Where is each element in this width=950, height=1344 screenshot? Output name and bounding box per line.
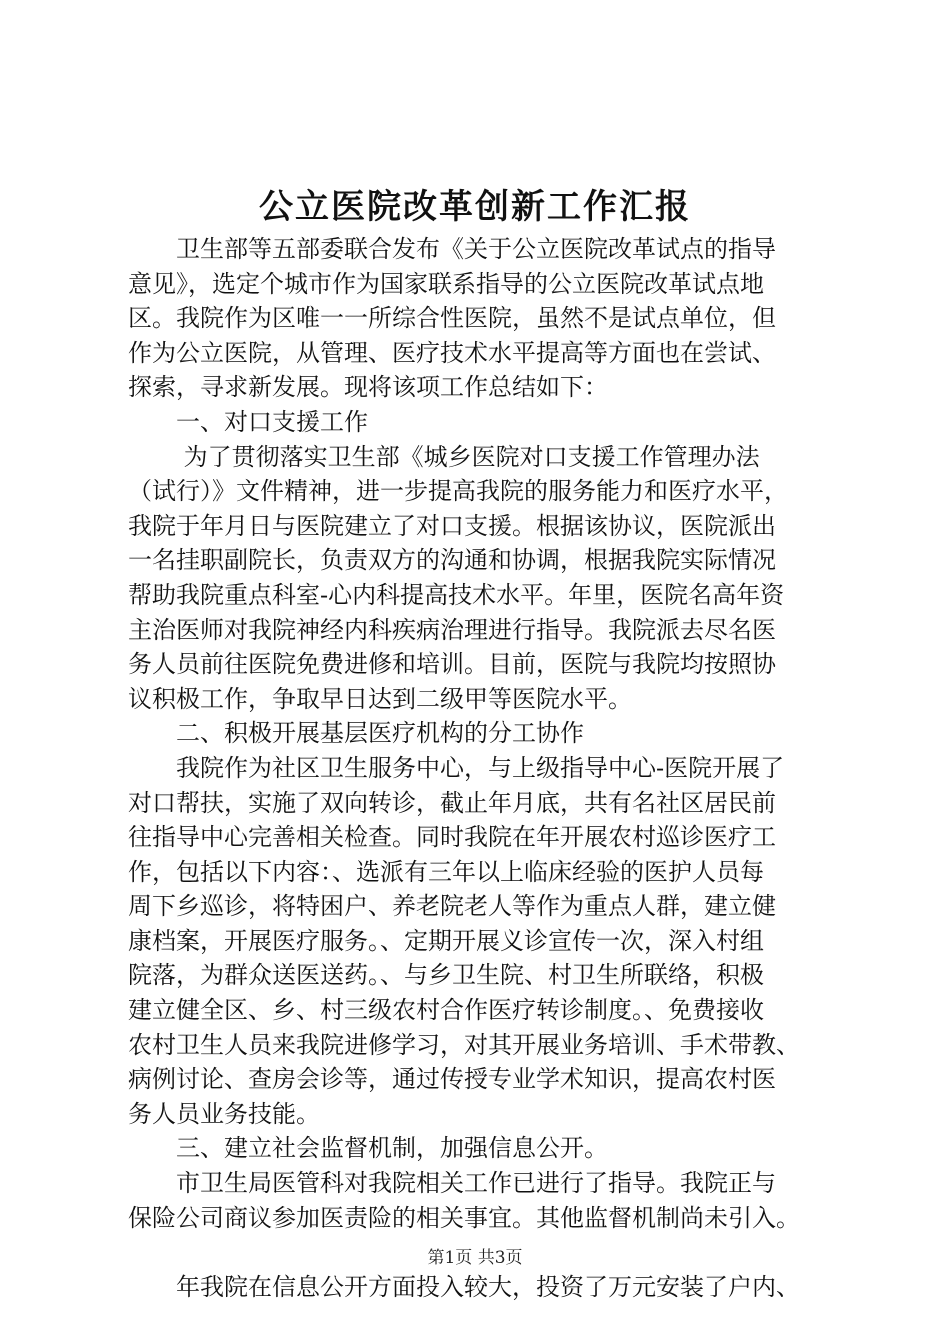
body-line: 农村卫生人员来我院进修学习，对其开展业务培训、手术带教、 xyxy=(128,1030,800,1059)
body-line: 对口帮扶，实施了双向转诊，截止年月底，共有名社区居民前 xyxy=(128,788,776,817)
body-line: 作为公立医院，从管理、医疗技术水平提高等方面也在尝试、 xyxy=(128,338,776,367)
body-line: （试行）》文件精神，进一步提高我院的服务能力和医疗水平， xyxy=(128,477,788,506)
body-line: 探索，寻求新发展。现将该项工作总结如下： xyxy=(128,373,608,402)
document-title: 公立医院改革创新工作汇报 xyxy=(259,187,691,227)
body-line: 我院于年月日与医院建立了对口支援。根据该协议，医院派出 xyxy=(128,511,776,540)
body-line: 区。我院作为区唯一一所综合性医院，虽然不是试点单位，但 xyxy=(128,304,776,333)
body-line: 市卫生局医管科对我院相关工作已进行了指导。我院正与 xyxy=(128,1169,776,1198)
body-line: 康档案，开展医疗服务。、定期开展义诊宣传一次，深入村组 xyxy=(128,926,764,955)
body-line: 二、积极开展基层医疗机构的分工协作 xyxy=(128,719,584,748)
body-line: 卫生部等五部委联合发布《关于公立医院改革试点的指导 xyxy=(128,235,776,263)
body-line: 院落，为群众送医送药。、与乡卫生院、村卫生所联络，积极 xyxy=(128,961,764,990)
body-line: 作，包括以下内容：、选派有三年以上临床经验的医护人员每 xyxy=(128,857,764,886)
body-line: 往指导中心完善相关检查。同时我院在年开展农村巡诊医疗工 xyxy=(128,823,776,852)
body-line: 议积极工作，争取早日达到二级甲等医院水平。 xyxy=(128,684,632,713)
body-line: 一名挂职副院长，负责双方的沟通和协调，根据我院实际情况 xyxy=(128,546,776,575)
body-line: 年我院在信息公开方面投入较大，投资了万元安装了户内、 xyxy=(128,1272,800,1301)
body-line: 建立健全区、乡、村三级农村合作医疗转诊制度。、免费接收 xyxy=(128,996,764,1025)
body-line: 务人员业务技能。 xyxy=(128,1099,320,1128)
body-line: 为了贯彻落实卫生部《城乡医院对口支援工作管理办法 xyxy=(128,442,760,471)
body-line: 主治医师对我院神经内科疾病治理进行指导。我院派去尽名医 xyxy=(128,615,776,644)
body-line: 帮助我院重点科室-心内科提高技术水平。年里，医院名高年资 xyxy=(128,580,785,609)
body-line: 周下乡巡诊，将特困户、养老院老人等作为重点人群，建立健 xyxy=(128,892,776,921)
body-line: 保险公司商议参加医责险的相关事宜。其他监督机制尚未引入。 xyxy=(128,1203,800,1232)
document-body xyxy=(128,232,840,1304)
body-line: 病例讨论、查房会诊等，通过传授专业学术知识，提高农村医 xyxy=(128,1065,776,1094)
body-line: 意见》，选定个城市作为国家联系指导的公立医院改革试点地 xyxy=(128,269,764,298)
page-footer: 第1页 共3页 xyxy=(427,1248,523,1268)
body-line: 三、建立社会监督机制，加强信息公开。 xyxy=(128,1134,608,1163)
body-line: 我院作为社区卫生服务中心，与上级指导中心-医院开展了 xyxy=(128,753,785,782)
body-line: 一、对口支援工作 xyxy=(128,407,368,436)
body-line: 务人员前往医院免费进修和培训。目前，医院与我院均按照协 xyxy=(128,650,776,679)
